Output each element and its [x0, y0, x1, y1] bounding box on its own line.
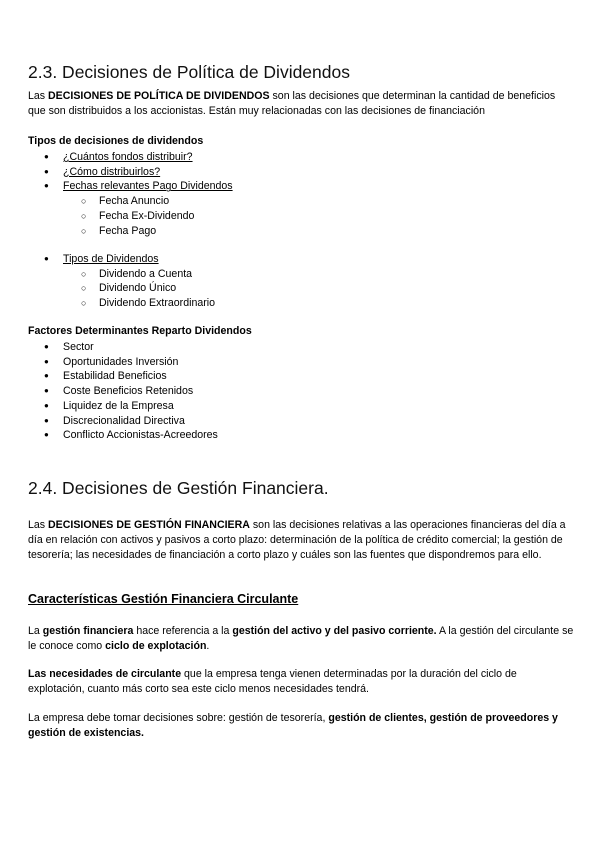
link[interactable]: ¿Cuántos fondos distribuir?: [63, 151, 193, 163]
text: A la gestión del circulante se le conoce como: [28, 625, 574, 652]
tipos-dividendos-list: [44, 252, 215, 311]
list-item: ● Liquidez de la Empresa: [44, 399, 218, 414]
list-item: ○ Fecha Anuncio: [81, 194, 233, 209]
intro-text: son las decisiones que determinan la cantidad de beneficios que son distribuidos a los accionistas. Están muy relacionadas con las decisiones de financiación: [28, 90, 556, 117]
paragraph-gestion-financiera: [28, 624, 574, 654]
bold-text: Las necesidades de circulante: [28, 668, 182, 680]
text: hace referencia a la: [133, 625, 233, 637]
link[interactable]: Tipos de Dividendos: [63, 253, 159, 265]
intro-gestion: [28, 518, 574, 563]
bold-text: gestión de clientes, gestión de proveedores y gestión de existencias.: [28, 712, 558, 739]
caracteristicas-heading: Características Gestión Financiera Circulante: [28, 592, 299, 606]
list-item: [44, 150, 233, 165]
bold-text: gestión del activo y del pasivo corriente.: [232, 625, 437, 637]
list-item: ● Sector: [44, 340, 218, 355]
intro-bold: DECISIONES DE POLÍTICA DE DIVIDENDOS: [48, 90, 270, 102]
list-item: ● Conflicto Accionistas-Acreedores: [44, 428, 218, 443]
list-item: [44, 252, 215, 311]
text: La empresa debe tomar decisiones sobre: gestión de tesorería,: [28, 712, 329, 724]
text: .: [206, 640, 210, 652]
tipos-decisiones-heading: Tipos de decisiones de dividendos: [28, 135, 204, 147]
bold-text: gestión financiera: [42, 625, 134, 637]
tipos-dividendos-sublist: [63, 267, 215, 311]
bold-text: ciclo de explotación: [105, 640, 207, 652]
intro-text: Las: [28, 90, 49, 102]
list-item: ○ Fecha Pago: [81, 224, 233, 239]
link[interactable]: ¿Cómo distribuirlos?: [63, 165, 161, 178]
factores-list: [44, 340, 218, 443]
link[interactable]: Fechas relevantes Pago Dividendos: [63, 180, 233, 193]
list-item: ○ Dividendo a Cuenta: [81, 267, 215, 282]
section-title-gestion: 2.4. Decisiones de Gestión Financiera.: [28, 478, 329, 498]
list-item: ● Estabilidad Beneficios: [44, 369, 218, 384]
section-title-dividendos: 2.3. Decisiones de Política de Dividendos: [28, 62, 350, 82]
text: La: [28, 625, 43, 637]
intro-text: son las decisiones relativas a las operaciones financieras del día a día en relación con activos y pasivos a corto plazo: determinación de la política de crédito comercial; la gestión de tesorería; las necesidades de financiación a corto plazo y cuáles son las fuentes que dispondremos para ello.: [28, 519, 566, 561]
text: que la empresa tenga vienen determinadas por la duración del ciclo de explotación, cuanto más corto sea este ciclo menos necesidades tendrá.: [28, 668, 517, 695]
intro-bold: DECISIONES DE GESTIÓN FINANCIERA: [48, 519, 250, 531]
intro-dividendos: [28, 89, 574, 119]
fechas-list: [63, 194, 233, 238]
paragraph-necesidades: [28, 667, 574, 697]
list-item: [44, 179, 233, 238]
intro-text: Las: [28, 519, 49, 531]
list-item: ○ Fecha Ex-Dividendo: [81, 209, 233, 224]
factores-heading: Factores Determinantes Reparto Dividendos: [28, 325, 252, 337]
paragraph-decisiones: [28, 711, 574, 741]
list-item: ● Oportunidades Inversión: [44, 355, 218, 370]
list-item: ● Discrecionalidad Directiva: [44, 414, 218, 429]
list-item: [44, 165, 233, 180]
list-item: ● Coste Beneficios Retenidos: [44, 384, 218, 399]
list-item: ○ Dividendo Único: [81, 281, 215, 296]
list-item: ○ Dividendo Extraordinario: [81, 296, 215, 311]
tipos-decisiones-list: [44, 150, 233, 238]
